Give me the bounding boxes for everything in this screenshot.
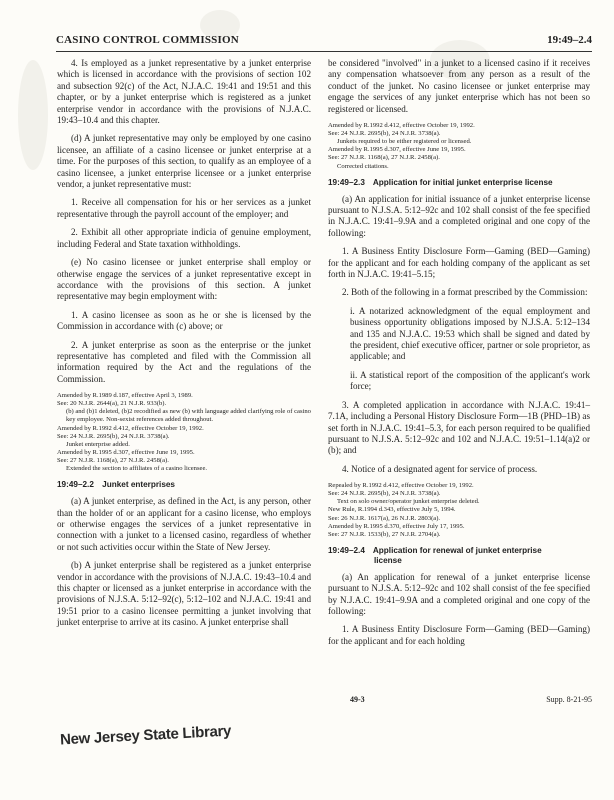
paragraph: ii. A statistical report of the composition of the applicant's work force; [350, 369, 590, 392]
history-note: Repealed by R.1992 d.412, effective October 19, 1992. See: 24 N.J.R. 2695(b), 24 N.J.R. 3738(a). Text on solo owner/operator junket enterprise deleted. New Rule, R.1994 d.343, effective July 5, 1994. See: 26 N.J.R. 1617(a), 26 N.J.R. 2803(a). Amended by R.1995 d.370, effective July 17, 1995. See: 27 N.J.R. 1533(b), 27 N.J.R. 2704(a). [328, 482, 480, 538]
paragraph: (a) An application for initial issuance of a junket enterprise license pursuant to N.J.S.A. 5:12–92c and 102 shall consist of the fee specified in N.J.A.C. 19:41–9.9A and a completed original and one copy of the following: [328, 193, 590, 238]
paragraph: 4. Notice of a designated agent for service of process. [342, 463, 538, 474]
paragraph: 4. Is employed as a junket representative by a junket enterprise which is licensed in accordance with the provisions of section 102 and subsection 92(c) of the Act, N.J.A.C. 19:41 and 19:51 and this chapter, or by a junket enterprise which is registered as a junket enterprise vendor in accordance with the provisions of N.J.A.C. 19:43–10.4 and this chapter. [57, 58, 311, 126]
history-note: Amended by R.1989 d.187, effective April 3, 1989. See: 20 N.J.R. 2644(a), 21 N.J.R. 933(b). (b) and (b)1 deleted, (b)2 recodified as new (b) with language added clarifying role of casino key employee. Non-sexist references added throughout. Amended by R.1992 d.412, effective October 19, 1992. See: 24 N.J.R. 2695(b), 24 N.J.R. 3738(a). Junket enterprise added. Amended by R.1995 d.307, effective June 19, 1995. See: 27 N.J.R. 1168(a), 27 N.J.R. 2458(a). Extended the section to affiliates of a casino licensee. [57, 392, 311, 472]
paragraph: 1. A Business Entity Disclosure Form—Gaming (BED—Gaming) for the applicant and for each holding company of the applicant as set forth in N.J.A.C. 19:41–5.15; [328, 246, 590, 280]
paragraph: 2. Both of the following in a format prescribed by the Commission: [342, 287, 588, 298]
paragraph: (d) A junket representative may only be employed by one casino licensee, an affiliate of a casino licensee or junket enterprise at a time. For the purposes of this section, to qualify as an employee of a casino licensee, a junket enterprise licensee or a junket enterprise vendor, a junket representative must: [57, 133, 311, 190]
supplement-date: Supp. 8-21-95 [546, 695, 592, 704]
right-column [328, 58, 590, 654]
paragraph: (b) A junket enterprise shall be registered as a junket enterprise vendor in accordance with the provisions of N.J.A.C. 19:43–10.4 and this chapter or licensed as a junket enterprise in accordance with the provisions of N.J.S.A. 5:12–92(c), 5:12–102 and N.J.A.C. 19:41 and 19:51 prior to a casino licensee permitting a junket involving that junket enterprise to arrive at its casino. A junket enterprise shall [57, 560, 311, 628]
paragraph: (a) A junket enterprise, as defined in the Act, is any person, other than the holder of or an applicant for a casino license, who employs or otherwise engages the services of a junket representative in connection with a junket to a licensed casino, regardless of whether or not such activities occur within the State of New Jersey. [57, 496, 311, 552]
paragraph: 1. Receive all compensation for his or her services as a junket representative through the payroll account of the employer; and [57, 197, 311, 219]
paragraph: be considered "involved" in a junket to a licensed casino if it receives any compensation whatsoever from any person as a result of the conduct of the junket. No casino licensee or junket enterprise may engage the services of any junket enterprise which has not been so registered or licensed. [328, 58, 590, 114]
paragraph: i. A notarized acknowledgment of the equal employment and business opportunity obligations imposed by N.J.S.A. 5:12–134 and 135 and N.J.A.C. 19:53 which shall be signed and dated by the president, chief executive officer, partner or sole proprietor, as applicable; and [350, 305, 590, 362]
paragraph: 3. A completed application in accordance with N.J.A.C. 19:41–7.1A, including a Personal History Disclosure Form—1B (PHD–1B) as set forth in N.J.A.C. 19:41–5.3, for each person required to be qualified pursuant to N.J.S.A. 5:12–92c and 102 and N.J.A.C. 19:51–1.14(a)2 or (b); and [328, 399, 590, 456]
paragraph: 1. A casino licensee as soon as he or she is licensed by the Commission in accordance with (c) above; or [57, 309, 311, 332]
paragraph: 2. A junket enterprise as soon as the enterprise or the junket representative has completed and filed with the Commission all information required by the Act and the regulations of the Commission. [57, 339, 311, 384]
paragraph: (e) No casino licensee or junket enterprise shall employ or otherwise engage the services of a junket representative except in accordance with the provisions of this section. A junket representative may begin employment with: [57, 257, 311, 302]
section-heading: 19:49–2.2 Junket enterprises [57, 480, 175, 490]
library-stamp: New Jersey State Library [59, 722, 232, 749]
paragraph: 1. A Business Entity Disclosure Form—Gaming (BED—Gaming) for the applicant and for each holding [328, 624, 590, 646]
section-heading: 19:49–2.3 Application for initial junket enterprise license [328, 177, 553, 187]
page-number: 49-3 [350, 695, 365, 704]
running-header [56, 34, 592, 50]
page-footer [56, 695, 592, 709]
left-column [57, 58, 311, 636]
header-title: CASINO CONTROL COMMISSION [56, 34, 239, 46]
header-section-number: 19:49–2.4 [547, 34, 592, 46]
paragraph: 2. Exhibit all other appropriate indicia of genuine employment, including Federal and State taxation withholdings. [57, 227, 311, 249]
section-heading: 19:49–2.4 Application for renewal of junket enterprise license [328, 545, 542, 565]
paragraph: (a) An application for renewal of a junket enterprise license pursuant to N.J.S.A. 5:12–92c and 102 shall consist of the fee specified by N.J.A.C. 19:41–9.9A and a completed original and one copy of the following: [328, 571, 590, 616]
history-note: Amended by R.1992 d.412, effective October 19, 1992. See: 24 N.J.R. 2695(b), 24 N.J.R. 3738(a). Junkets required to be either registered or licensed. Amended by R.1995 d.307, effective June 19, 1995. See: 27 N.J.R. 1168(a), 27 N.J.R. 2458(a). Corrected citations. [328, 122, 475, 170]
header-rule [56, 51, 592, 52]
